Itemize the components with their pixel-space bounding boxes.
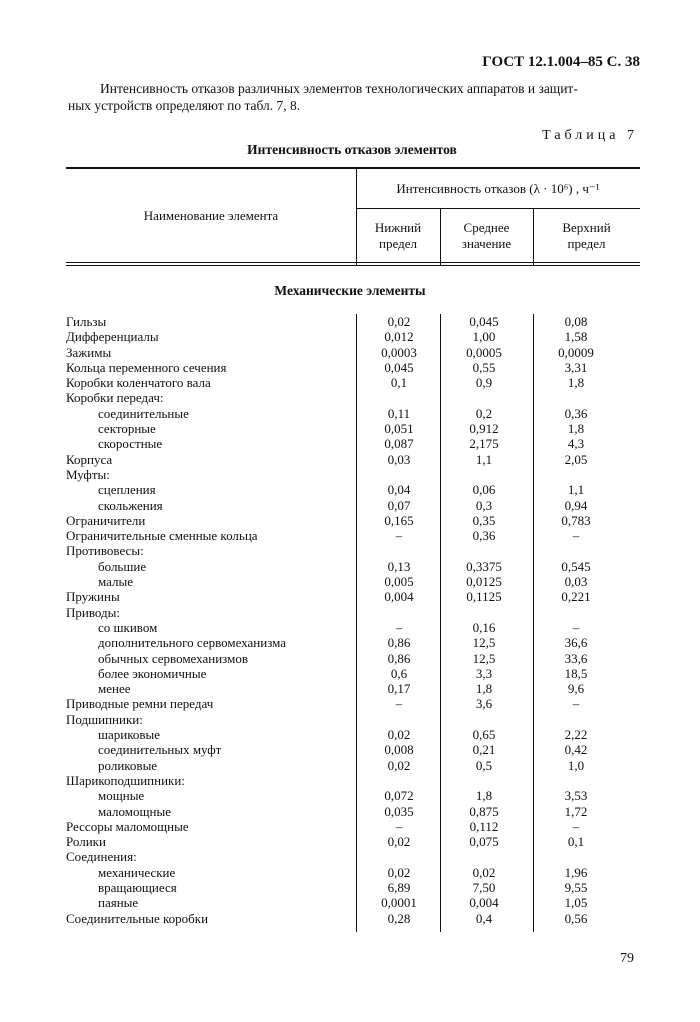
table-row: [66, 589, 640, 604]
row-mean: 0,075: [469, 834, 499, 850]
row-name: со шкивом: [98, 619, 158, 635]
row-lower: 0,02: [387, 834, 411, 850]
table-label: Таблица 7: [542, 128, 638, 143]
table-row: [66, 605, 640, 620]
row-lower: 0,008: [384, 742, 414, 758]
row-mean: 0,112: [469, 818, 499, 834]
row-mean: 1,8: [475, 788, 493, 804]
table-title: [0, 142, 700, 158]
section-title: Механические элементы: [274, 283, 426, 298]
row-upper: 33,6: [564, 650, 588, 666]
row-lower: 0,012: [384, 329, 414, 345]
header-bottom-rule-2: [66, 265, 640, 266]
row-upper: 0,1: [567, 834, 585, 850]
row-upper: –: [572, 696, 580, 712]
row-name: Шарикоподшипники:: [66, 772, 185, 788]
row-mean: 0,3: [475, 497, 493, 513]
row-upper: 1,05: [564, 895, 588, 911]
row-upper: 1,96: [564, 864, 588, 880]
row-mean: 0,3375: [466, 558, 502, 574]
row-upper: 1,72: [564, 803, 588, 819]
row-mean: 12,5: [472, 635, 496, 651]
row-name: скоростные: [98, 436, 163, 452]
table-row: [66, 390, 640, 405]
row-name: малые: [98, 574, 134, 590]
row-name: дополнительного сервомеханизма: [98, 635, 287, 651]
row-upper: 1,8: [567, 421, 585, 437]
column-header-lower: [356, 220, 440, 252]
row-mean: 3,3: [475, 665, 493, 681]
column-header-name: [66, 208, 356, 224]
table-row: [66, 513, 640, 528]
row-mean: 0,0005: [466, 344, 502, 360]
table-row: [66, 574, 640, 589]
table-row: [66, 360, 640, 375]
header-bottom-rule-1: [66, 262, 640, 263]
row-name: Коробки коленчатого вала: [66, 375, 211, 391]
row-lower: 0,04: [387, 482, 411, 498]
intro-line-1: Интенсивность отказов различных элементов технологических аппаратов и защит-: [100, 81, 578, 96]
row-upper: 0,36: [564, 405, 588, 421]
row-mean: 0,912: [469, 421, 499, 437]
table-row: [66, 314, 640, 329]
row-mean: 0,5: [475, 757, 493, 773]
row-mean: 0,4: [475, 910, 493, 926]
row-name: Соединительные коробки: [66, 910, 209, 926]
row-name: Кольца переменного сечения: [66, 359, 227, 375]
row-upper: 4,3: [567, 436, 585, 452]
table-row: [66, 681, 640, 696]
column-header-mean-2: значение: [461, 236, 512, 251]
table-title-text: Интенсивность отказов элементов: [247, 142, 457, 157]
row-lower: 0,86: [387, 650, 411, 666]
row-upper: 3,31: [564, 359, 588, 375]
table-body: [66, 314, 640, 926]
row-upper: 9,6: [567, 681, 585, 697]
row-upper: 0,42: [564, 742, 588, 758]
row-lower: 6,89: [387, 879, 411, 895]
column-header-upper: [533, 220, 640, 252]
row-name: Подшипники:: [66, 711, 143, 727]
table-row: [66, 804, 640, 819]
intro-line-2: ных устройств определяют по табл. 7, 8.: [68, 98, 301, 113]
row-upper: 1,8: [567, 375, 585, 391]
row-name: менее: [98, 681, 131, 697]
row-lower: 0,02: [387, 727, 411, 743]
row-mean: 0,045: [469, 314, 499, 329]
row-name: сцепления: [98, 482, 156, 498]
row-upper: 1,58: [564, 329, 588, 345]
table-row: [66, 635, 640, 650]
row-mean: 0,2: [475, 405, 493, 421]
row-lower: 0,004: [384, 589, 414, 605]
row-upper: 0,783: [561, 512, 591, 528]
row-lower: 0,0003: [381, 344, 417, 360]
row-name: Противовесы:: [66, 543, 144, 559]
row-lower: 0,07: [387, 497, 411, 513]
column-header-group-text: Интенсивность отказов (λ · 10⁶) , ч⁻¹: [396, 181, 600, 196]
row-name: обычных сервомеханизмов: [98, 650, 248, 666]
column-header-group: [356, 181, 640, 197]
row-name: вращающиеся: [98, 879, 177, 895]
row-name: Коробки передач:: [66, 390, 164, 406]
row-lower: 0,005: [384, 574, 414, 590]
row-mean: 0,35: [472, 512, 496, 528]
row-lower: 0,17: [387, 681, 411, 697]
table-row: [66, 911, 640, 926]
column-header-upper-1: Верхний: [562, 220, 611, 235]
row-lower: 0,02: [387, 757, 411, 773]
row-name: Ролики: [66, 834, 106, 850]
row-mean: 0,65: [472, 727, 496, 743]
row-lower: 0,13: [387, 558, 411, 574]
table-row: [66, 651, 640, 666]
row-upper: 1,1: [567, 482, 585, 498]
table-row: [66, 375, 640, 390]
row-upper: 3,53: [564, 788, 588, 804]
table-row: [66, 712, 640, 727]
row-name: Корпуса: [66, 451, 113, 467]
row-name: Дифференциалы: [66, 329, 159, 345]
table-row: [66, 559, 640, 574]
row-name: более экономичные: [98, 665, 207, 681]
row-lower: 0,6: [390, 665, 408, 681]
row-upper: 9,55: [564, 879, 588, 895]
table-row: [66, 498, 640, 513]
table-row: [66, 329, 640, 344]
row-mean: 3,6: [475, 696, 493, 712]
row-name: Муфты:: [66, 466, 110, 482]
table-row: [66, 880, 640, 895]
row-mean: 12,5: [472, 650, 496, 666]
table-row: [66, 345, 640, 360]
row-upper: 0,08: [564, 314, 588, 329]
row-name: Рессоры маломощные: [66, 818, 189, 834]
table-row: [66, 788, 640, 803]
row-lower: 0,03: [387, 451, 411, 467]
row-mean: 0,06: [472, 482, 496, 498]
row-upper: 36,6: [564, 635, 588, 651]
row-upper: 1,0: [567, 757, 585, 773]
row-name: соединительных муфт: [98, 742, 222, 758]
column-header-name-text: Наименование элемента: [143, 208, 279, 223]
row-upper: 18,5: [564, 665, 588, 681]
row-lower: 0,072: [384, 788, 414, 804]
row-upper: 0,221: [561, 589, 591, 605]
row-lower: 0,02: [387, 314, 411, 329]
row-upper: 2,22: [564, 727, 588, 743]
row-mean: 0,02: [472, 864, 496, 880]
row-name: Пружины: [66, 589, 120, 605]
table-row: [66, 895, 640, 910]
row-mean: 0,16: [472, 619, 496, 635]
row-name: секторные: [98, 421, 156, 437]
subheader-rule: [356, 208, 640, 209]
document-header: ГОСТ 12.1.004–85 С. 38: [482, 54, 640, 70]
row-upper: 0,0009: [558, 344, 594, 360]
row-name: соединительные: [98, 405, 189, 421]
row-name: Приводные ремни передач: [66, 696, 214, 712]
row-upper: 2,05: [564, 451, 588, 467]
row-name: Ограничители: [66, 512, 146, 528]
row-mean: 0,875: [469, 803, 499, 819]
row-name: Гильзы: [66, 314, 107, 329]
table-row: [66, 467, 640, 482]
table-row: [66, 742, 640, 757]
table-top-rule: [66, 167, 640, 169]
row-mean: 2,175: [469, 436, 499, 452]
table-row: [66, 482, 640, 497]
row-upper: 0,03: [564, 574, 588, 590]
row-lower: –: [395, 696, 403, 712]
table-row: [66, 620, 640, 635]
row-name: скольжения: [98, 497, 163, 513]
row-name: роликовые: [98, 757, 158, 773]
row-name: Соединения:: [66, 849, 137, 865]
row-lower: 0,087: [384, 436, 414, 452]
column-header-upper-2: предел: [567, 236, 606, 251]
row-upper: –: [572, 619, 580, 635]
table-row: [66, 452, 640, 467]
row-name: Ограничительные сменные кольца: [66, 528, 258, 544]
row-mean: 0,0125: [466, 574, 502, 590]
row-mean: 0,55: [472, 359, 496, 375]
row-lower: 0,28: [387, 910, 411, 926]
table-row: [66, 543, 640, 558]
table-row: [66, 758, 640, 773]
row-lower: 0,86: [387, 635, 411, 651]
row-upper: –: [572, 528, 580, 544]
row-name: большие: [98, 558, 147, 574]
row-upper: 0,56: [564, 910, 588, 926]
column-header-mean-1: Среднее: [463, 220, 510, 235]
table-row: [66, 696, 640, 711]
row-mean: 0,004: [469, 895, 499, 911]
row-upper: 0,545: [561, 558, 591, 574]
table-row: [66, 528, 640, 543]
row-name: шариковые: [98, 727, 161, 743]
row-lower: –: [395, 619, 403, 635]
row-name: Зажимы: [66, 344, 112, 360]
row-mean: 0,9: [475, 375, 493, 391]
table-row: [66, 834, 640, 849]
row-lower: 0,051: [384, 421, 414, 437]
table-row: [66, 865, 640, 880]
row-name: Приводы:: [66, 604, 120, 620]
row-name: паяные: [98, 895, 139, 911]
column-header-mean: [440, 220, 533, 252]
row-lower: 0,1: [390, 375, 408, 391]
table-row: [66, 773, 640, 788]
intro-paragraph: [68, 80, 636, 114]
table-row: [66, 727, 640, 742]
row-mean: 0,21: [472, 742, 496, 758]
column-header-lower-2: предел: [379, 236, 417, 251]
column-header-lower-1: Нижний: [374, 220, 422, 235]
row-lower: –: [395, 818, 403, 834]
table-row: [66, 406, 640, 421]
row-mean: 1,00: [472, 329, 496, 345]
row-lower: 0,165: [384, 512, 414, 528]
row-lower: 0,02: [387, 864, 411, 880]
row-upper: 0,94: [564, 497, 588, 513]
row-lower: 0,045: [384, 359, 414, 375]
row-lower: 0,0001: [381, 895, 417, 911]
table-row: [66, 819, 640, 834]
row-name: механические: [98, 864, 176, 880]
row-name: мощные: [98, 788, 145, 804]
row-mean: 7,50: [472, 879, 496, 895]
row-lower: 0,035: [384, 803, 414, 819]
table-row: [66, 421, 640, 436]
table-row: [66, 436, 640, 451]
row-lower: 0,11: [387, 405, 411, 421]
table-row: [66, 849, 640, 864]
row-mean: 0,36: [472, 528, 496, 544]
row-upper: –: [572, 818, 580, 834]
row-lower: –: [395, 528, 403, 544]
row-mean: 1,1: [475, 451, 493, 467]
table-row: [66, 666, 640, 681]
row-name: маломощные: [98, 803, 171, 819]
row-mean: 0,1125: [466, 589, 502, 605]
page-number: 79: [620, 951, 634, 966]
row-mean: 1,8: [475, 681, 493, 697]
